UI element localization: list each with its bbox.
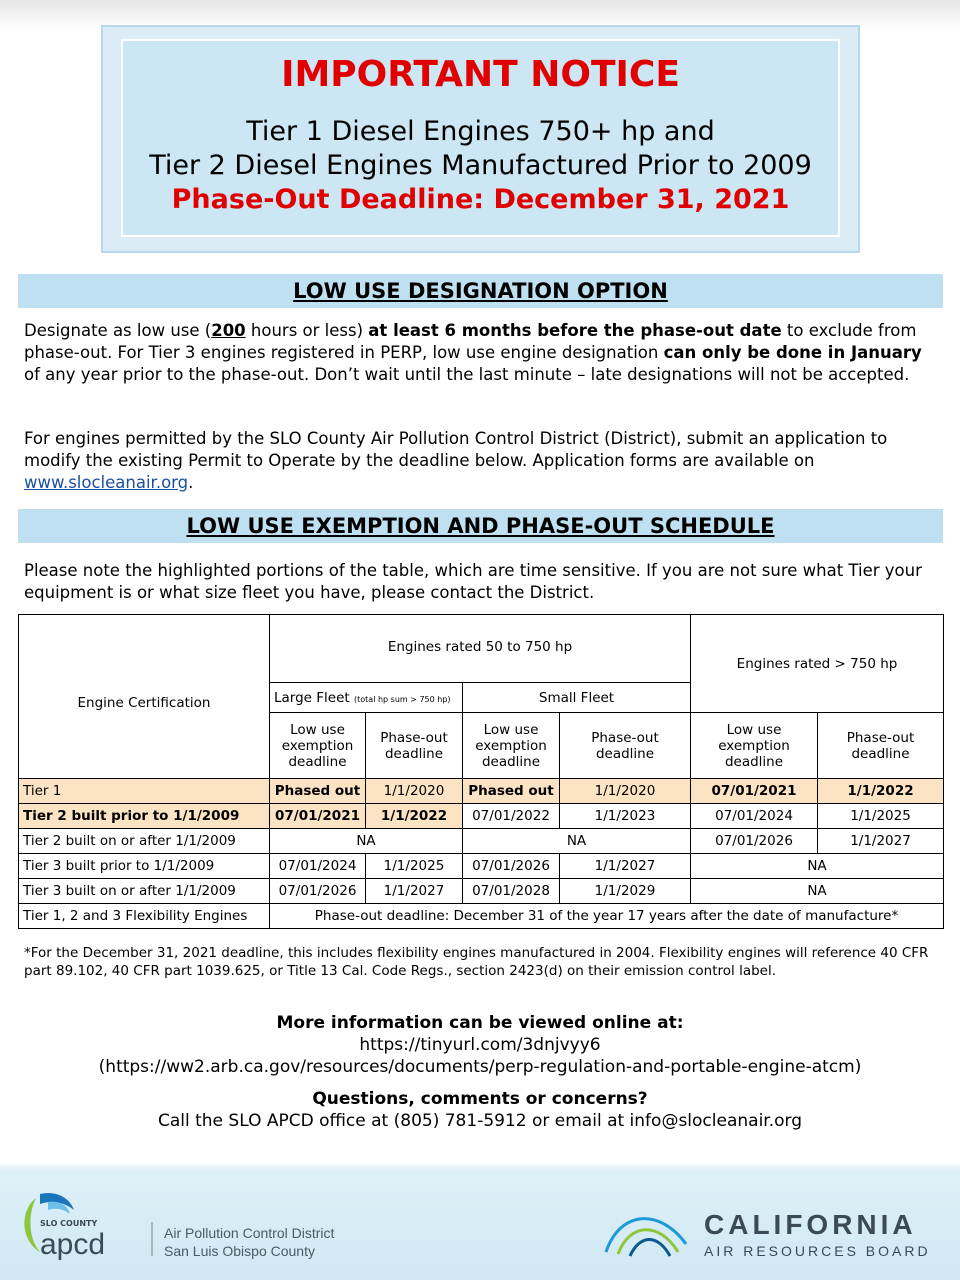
low-use-paragraph-2 [24, 428, 939, 494]
table-cell-na: NA [463, 829, 691, 854]
table-row-label: Tier 1, 2 and 3 Flexibility Engines [19, 904, 270, 929]
table-row-label: Tier 2 built on or after 1/1/2009 [19, 829, 270, 854]
lf-phase-out-header: Phase-out deadline [366, 713, 463, 779]
table-cell-na: NA [691, 879, 944, 904]
carb-line-2: AIR RESOURCES BOARD [704, 1243, 931, 1259]
table-row-label: Tier 3 built prior to 1/1/2009 [19, 854, 270, 879]
carb-line-1: CALIFORNIA [704, 1209, 917, 1240]
notice-line-2: Tier 2 Diesel Engines Manufactured Prior to 2009 [149, 150, 812, 181]
small-fleet-header: Small Fleet [463, 683, 691, 713]
table-row-label: Tier 3 built on or after 1/1/2009 [19, 879, 270, 904]
table-cell: 1/1/2020 [560, 779, 691, 804]
table-footnote: *For the December 31, 2021 deadline, this includes flexibility engines manufactured in 2004. Flexibility engines will reference 40 CFR part 89.102, 40 CFR part 1039.625, or Title 13 Cal. Code Regs., section 2423(d) on their emission control label. [24, 945, 929, 979]
header-50-750: Engines rated 50 to 750 hp [270, 615, 691, 683]
table-cell: 1/1/2027 [818, 829, 944, 854]
sf-low-use-header: Low use exemption deadline [463, 713, 560, 779]
table-cell: 07/01/2026 [463, 854, 560, 879]
table-cell: 07/01/2022 [463, 804, 560, 829]
sf-phase-out-header: Phase-out deadline [560, 713, 691, 779]
p1-text-d: of any year prior to the phase-out. Don’t wait until the last minute – late designations will not be accepted. [24, 365, 910, 384]
apcd-small-text: SLO COUNTY [40, 1219, 98, 1228]
table-cell-na: NA [270, 829, 463, 854]
apcd-line-2: San Luis Obispo County [164, 1243, 315, 1259]
table-cell-na: NA [691, 854, 944, 879]
p2-end: . [188, 473, 194, 492]
table-cell: 07/01/2021 [270, 804, 366, 829]
p1-text-b: hours or less) [245, 321, 369, 340]
schedule-heading: LOW USE EXEMPTION AND PHASE-OUT SCHEDULE [186, 514, 775, 538]
carb-logo [600, 1200, 950, 1270]
schedule-table [18, 614, 944, 929]
big-phase-out-header: Phase-out deadline [818, 713, 944, 779]
table-row-label: Tier 2 built prior to 1/1/2009 [19, 804, 270, 829]
carb-arc-3 [630, 1240, 670, 1257]
table-cell: 07/01/2024 [270, 854, 366, 879]
apcd-line-1: Air Pollution Control District [164, 1225, 335, 1241]
large-fleet-header: Large Fleet (total hp sum > 750 hp) [270, 683, 463, 713]
big-low-use-header: Low use exemption deadline [691, 713, 818, 779]
table-cell: 1/1/2027 [366, 879, 463, 904]
contact-line: Call the SLO APCD office at (805) 781-5912 or email at info@slocleanair.org [157, 1111, 803, 1131]
table-cell: 1/1/2025 [366, 854, 463, 879]
p1-bold-2: can only be done in January [663, 343, 922, 362]
table-cell: 1/1/2022 [366, 804, 463, 829]
low-use-paragraph-1 [24, 320, 939, 386]
schedule-intro: Please note the highlighted portions of the table, which are time sensitive. If you are not sure what Tier your equipment is or what size fleet you have, please contact the District. [24, 561, 922, 602]
lf-low-use-header: Low use exemption deadline [270, 713, 366, 779]
table-cell: 07/01/2028 [463, 879, 560, 904]
questions-heading: Questions, comments or concerns? [312, 1089, 648, 1109]
table-cell: 07/01/2024 [691, 804, 818, 829]
table-cell: 1/1/2029 [560, 879, 691, 904]
notice-deadline: Phase-Out Deadline: December 31, 2021 [171, 184, 790, 215]
table-cell: Phased out [270, 779, 366, 804]
table-cell: 1/1/2022 [818, 779, 944, 804]
table-cell: 1/1/2023 [560, 804, 691, 829]
header-750-plus: Engines rated > 750 hp [691, 615, 944, 713]
notice-title: IMPORTANT NOTICE [281, 54, 680, 95]
notice-box [101, 25, 860, 253]
low-use-heading-bar [18, 274, 943, 308]
table-cell: 07/01/2026 [691, 829, 818, 854]
table-cell: 07/01/2026 [270, 879, 366, 904]
schedule-heading-bar [18, 509, 943, 543]
table-cell: 1/1/2025 [818, 804, 944, 829]
p1-text-a: Designate as low use ( [24, 321, 212, 340]
low-use-heading: LOW USE DESIGNATION OPTION [293, 279, 668, 303]
footer [0, 1162, 960, 1280]
p1-hours: 200 [211, 321, 246, 340]
engine-cert-header: Engine Certification [19, 615, 270, 779]
short-url[interactable]: https://tinyurl.com/3dnjvyy6 [359, 1035, 601, 1055]
table-cell: 1/1/2027 [560, 854, 691, 879]
apcd-swoosh-green [24, 1198, 40, 1252]
notice-inner [121, 39, 840, 237]
table-cell: 07/01/2021 [691, 779, 818, 804]
apcd-logo [18, 1190, 358, 1260]
carb-arc-2 [618, 1230, 678, 1254]
more-info-heading: More information can be viewed online at: [276, 1013, 684, 1033]
table-cell: Phased out [463, 779, 560, 804]
long-url[interactable]: (https://ww2.arb.ca.gov/resources/documents/perp-regulation-and-portable-engine-atcm) [98, 1057, 862, 1077]
website-link[interactable]: www.slocleanair.org [24, 473, 189, 492]
apcd-name: apcd [40, 1228, 106, 1260]
table-row-label: Tier 1 [19, 779, 270, 804]
notice-line-1: Tier 1 Diesel Engines 750+ hp and [246, 116, 715, 147]
p1-bold-1: at least 6 months before the phase-out date [368, 321, 782, 340]
p2-text: For engines permitted by the SLO County Air Pollution Control District (District), submit an application to modify the existing Permit to Operate by the deadline below. Application forms are available on [24, 429, 888, 470]
flex-engines-note: Phase-out deadline: December 31 of the year 17 years after the date of manufacture* [270, 904, 944, 929]
table-cell: 1/1/2020 [366, 779, 463, 804]
p1-text-c: to exclude from phase-out. For Tier 3 engines registered in PERP, low use engine designation [24, 321, 917, 362]
